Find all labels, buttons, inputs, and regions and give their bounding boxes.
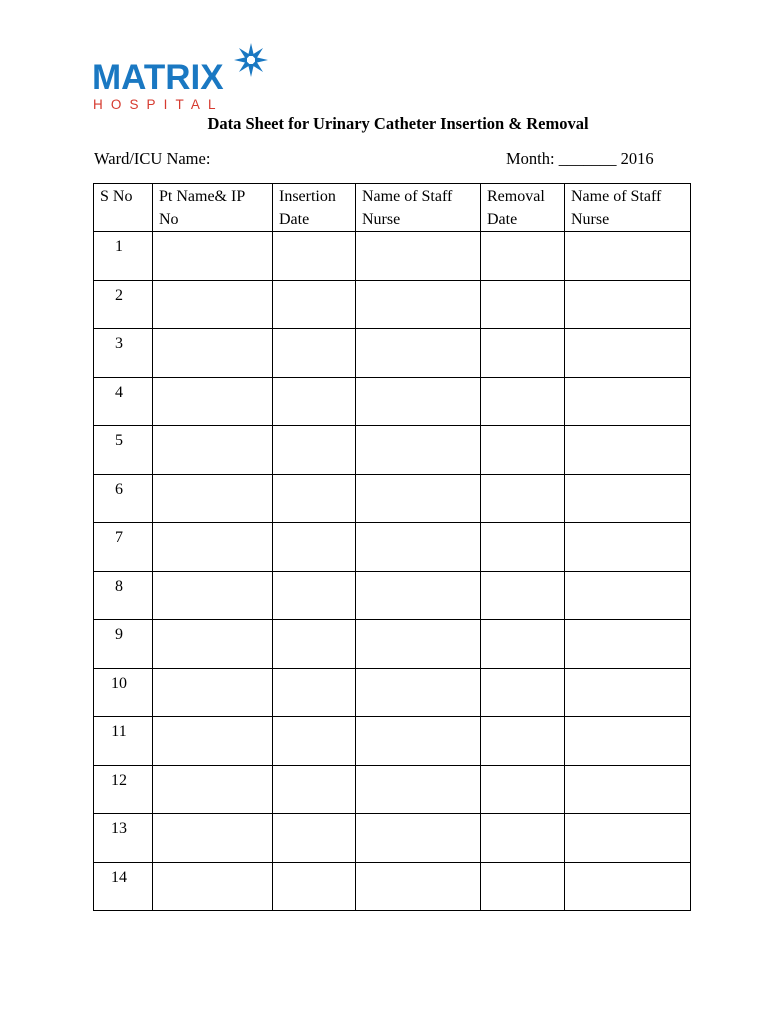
cell-removal-staff-nurse[interactable]: [565, 862, 691, 911]
logo-wordmark: MATRIX: [92, 58, 224, 97]
cell-insertion-staff-nurse[interactable]: [356, 765, 481, 814]
cell-removal-date[interactable]: [481, 571, 565, 620]
cell-removal-staff-nurse[interactable]: [565, 426, 691, 475]
cell-insertion-staff-nurse[interactable]: [356, 620, 481, 669]
table-row: [94, 717, 691, 766]
cell-pt-name-ip-no[interactable]: [153, 814, 273, 863]
cell-insertion-date[interactable]: [273, 620, 356, 669]
cell-removal-staff-nurse[interactable]: [565, 571, 691, 620]
cell-pt-name-ip-no[interactable]: [153, 862, 273, 911]
ward-icu-name-field: Ward/ICU Name:: [94, 149, 211, 168]
table-row: [94, 620, 691, 669]
cell-removal-date[interactable]: [481, 523, 565, 572]
cell-insertion-date[interactable]: [273, 377, 356, 426]
cell-insertion-staff-nurse[interactable]: [356, 474, 481, 523]
table-row: [94, 765, 691, 814]
header-removal-date: Removal Date: [481, 184, 565, 232]
cell-removal-date[interactable]: [481, 765, 565, 814]
cell-removal-date[interactable]: [481, 814, 565, 863]
header-insertion-staff-nurse: Name of Staff Nurse: [356, 184, 481, 232]
cell-removal-date[interactable]: [481, 329, 565, 378]
cell-removal-date[interactable]: [481, 620, 565, 669]
cell-pt-name-ip-no[interactable]: [153, 571, 273, 620]
document-title: Data Sheet for Urinary Catheter Insertion & Removal: [207, 114, 589, 133]
cell-pt-name-ip-no[interactable]: [153, 523, 273, 572]
cell-removal-staff-nurse[interactable]: [565, 280, 691, 329]
cell-removal-date[interactable]: [481, 862, 565, 911]
cell-removal-date[interactable]: [481, 474, 565, 523]
header-s-no: S No: [94, 184, 153, 232]
table-row: [94, 329, 691, 378]
cell-removal-date[interactable]: [481, 668, 565, 717]
star-burst-icon: [233, 42, 269, 78]
cell-s-no: 10: [94, 668, 153, 717]
cell-insertion-date[interactable]: [273, 814, 356, 863]
cell-pt-name-ip-no[interactable]: [153, 668, 273, 717]
table-body: [94, 232, 691, 911]
cell-insertion-staff-nurse[interactable]: [356, 232, 481, 281]
cell-removal-staff-nurse[interactable]: [565, 377, 691, 426]
cell-removal-staff-nurse[interactable]: [565, 620, 691, 669]
cell-s-no: 8: [94, 571, 153, 620]
month-field: Month: _______ 2016: [506, 149, 654, 168]
cell-s-no: 14: [94, 862, 153, 911]
cell-insertion-date[interactable]: [273, 523, 356, 572]
cell-removal-date[interactable]: [481, 232, 565, 281]
cell-s-no: 5: [94, 426, 153, 475]
table-row: [94, 814, 691, 863]
cell-insertion-date[interactable]: [273, 426, 356, 475]
cell-insertion-staff-nurse[interactable]: [356, 862, 481, 911]
hospital-logo: [92, 42, 272, 114]
cell-pt-name-ip-no[interactable]: [153, 717, 273, 766]
cell-s-no: 1: [94, 232, 153, 281]
header-pt-name-ip-no: Pt Name& IP No: [153, 184, 273, 232]
table-row: [94, 668, 691, 717]
cell-insertion-date[interactable]: [273, 232, 356, 281]
cell-insertion-date[interactable]: [273, 862, 356, 911]
cell-insertion-date[interactable]: [273, 717, 356, 766]
cell-s-no: 2: [94, 280, 153, 329]
cell-removal-staff-nurse[interactable]: [565, 668, 691, 717]
cell-removal-staff-nurse[interactable]: [565, 329, 691, 378]
table-row: [94, 571, 691, 620]
cell-insertion-staff-nurse[interactable]: [356, 280, 481, 329]
cell-pt-name-ip-no[interactable]: [153, 377, 273, 426]
cell-pt-name-ip-no[interactable]: [153, 474, 273, 523]
catheter-data-table: [93, 183, 691, 911]
cell-insertion-date[interactable]: [273, 668, 356, 717]
cell-insertion-date[interactable]: [273, 765, 356, 814]
cell-insertion-staff-nurse[interactable]: [356, 717, 481, 766]
cell-insertion-staff-nurse[interactable]: [356, 523, 481, 572]
cell-insertion-date[interactable]: [273, 280, 356, 329]
table-row: [94, 862, 691, 911]
cell-pt-name-ip-no[interactable]: [153, 765, 273, 814]
cell-s-no: 13: [94, 814, 153, 863]
cell-removal-staff-nurse[interactable]: [565, 474, 691, 523]
cell-removal-date[interactable]: [481, 377, 565, 426]
cell-insertion-staff-nurse[interactable]: [356, 377, 481, 426]
cell-removal-staff-nurse[interactable]: [565, 232, 691, 281]
cell-removal-date[interactable]: [481, 426, 565, 475]
cell-s-no: 11: [94, 717, 153, 766]
cell-removal-date[interactable]: [481, 280, 565, 329]
cell-s-no: 4: [94, 377, 153, 426]
cell-insertion-staff-nurse[interactable]: [356, 571, 481, 620]
cell-s-no: 3: [94, 329, 153, 378]
cell-insertion-date[interactable]: [273, 329, 356, 378]
logo-subtitle: HOSPITAL: [93, 97, 224, 112]
cell-insertion-staff-nurse[interactable]: [356, 329, 481, 378]
cell-removal-date[interactable]: [481, 717, 565, 766]
header-removal-staff-nurse: Name of Staff Nurse: [565, 184, 691, 232]
cell-removal-staff-nurse[interactable]: [565, 523, 691, 572]
cell-pt-name-ip-no[interactable]: [153, 329, 273, 378]
cell-removal-staff-nurse[interactable]: [565, 717, 691, 766]
cell-insertion-staff-nurse[interactable]: [356, 668, 481, 717]
cell-pt-name-ip-no[interactable]: [153, 620, 273, 669]
cell-pt-name-ip-no[interactable]: [153, 280, 273, 329]
cell-insertion-staff-nurse[interactable]: [356, 814, 481, 863]
table-row: [94, 474, 691, 523]
cell-s-no: 6: [94, 474, 153, 523]
table-row: [94, 377, 691, 426]
cell-removal-staff-nurse[interactable]: [565, 814, 691, 863]
table-row: [94, 232, 691, 281]
cell-s-no: 9: [94, 620, 153, 669]
cell-pt-name-ip-no[interactable]: [153, 232, 273, 281]
cell-s-no: 12: [94, 765, 153, 814]
header-insertion-date: Insertion Date: [273, 184, 356, 232]
cell-pt-name-ip-no[interactable]: [153, 426, 273, 475]
cell-insertion-date[interactable]: [273, 474, 356, 523]
table-header-row: [94, 184, 691, 232]
table-row: [94, 523, 691, 572]
cell-s-no: 7: [94, 523, 153, 572]
cell-insertion-date[interactable]: [273, 571, 356, 620]
table-row: [94, 426, 691, 475]
cell-removal-staff-nurse[interactable]: [565, 765, 691, 814]
table-row: [94, 280, 691, 329]
cell-insertion-staff-nurse[interactable]: [356, 426, 481, 475]
